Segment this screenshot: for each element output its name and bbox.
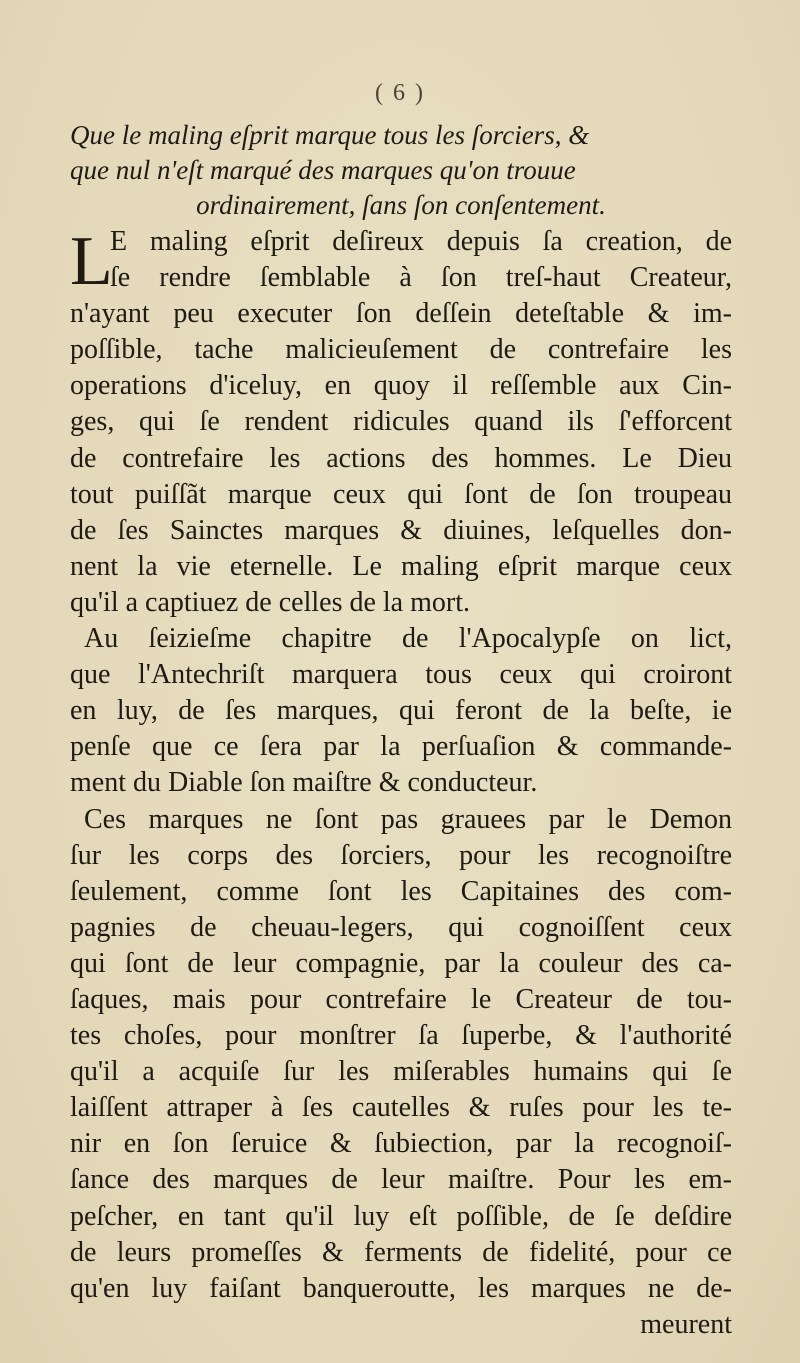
heading-line: Que le maling eſprit marque tous les ſorciers, & xyxy=(70,120,590,150)
text-line: E maling eſprit deſireux depuis ſa creation, de xyxy=(110,226,732,257)
drop-cap: L xyxy=(70,223,113,300)
text-line: laiſſent attraper à ſes cautelles & ruſes pour les te- xyxy=(70,1092,732,1124)
text-line: n'ayant peu executer ſon deſſein deteſtable & im- xyxy=(70,298,732,330)
text-line: ſance des marques de leur maiſtre. Pour les em- xyxy=(70,1164,732,1196)
text-line: peſcher, en tant qu'il luy eſt poſſible, de ſe deſdire xyxy=(70,1200,732,1232)
text-line: qu'en luy faiſant banqueroutte, les marques ne de- xyxy=(70,1272,732,1304)
text-line: ſeulement, comme ſont les Capitaines des com- xyxy=(70,875,732,907)
text-line: de contrefaire les actions des hommes. Le Dieu xyxy=(70,442,732,474)
text-line: ges, qui ſe rendent ridicules quand ils ſ'efforcent xyxy=(70,406,732,438)
heading-line: ordinairement, ſans ſon conſentement. xyxy=(196,190,606,220)
text-line: que l'Antechriſt marquera tous ceux qui croiront xyxy=(70,659,732,691)
text-line: pagnies de cheuau-legers, qui cognoiſſent ceux xyxy=(70,911,732,943)
page-number: ( 6 ) xyxy=(375,80,425,106)
text-line: de leurs promeſſes & ferments de fidelité, pour ce xyxy=(70,1236,732,1268)
text-line: ſaques, mais pour contrefaire le Createur de tou- xyxy=(70,983,732,1015)
text-line: penſe que ce ſera par la perſuaſion & commande- xyxy=(70,731,732,763)
text-line: nent la vie eternelle. Le maling eſprit marque ceux xyxy=(70,550,732,582)
body-text xyxy=(70,224,732,1343)
text-line: de ſes Sainctes marques & diuines, leſquelles don- xyxy=(70,514,732,546)
text-line: tout puiſſãt marque ceux qui ſont de ſon troupeau xyxy=(70,478,732,510)
text-line: ſur les corps des ſorciers, pour les recognoiſtre xyxy=(70,839,732,871)
text-line: ment du Diable ſon maiſtre & conducteur. xyxy=(70,767,538,799)
text-line: poſſible, tache malicieuſement de contrefaire les xyxy=(70,334,732,366)
catchword: meurent xyxy=(640,1308,732,1340)
text-line: qu'il a acquiſe ſur les miſerables humains qui ſe xyxy=(70,1056,732,1088)
text-line: nir en ſon ſeruice & ſubiection, par la recognoiſ- xyxy=(70,1128,732,1160)
chapter-heading xyxy=(70,118,732,223)
text-line: Au ſeizieſme chapitre de l'Apocalypſe on lict, xyxy=(84,623,732,655)
text-line: ſe rendre ſemblable à ſon treſ-haut Createur, xyxy=(110,262,732,294)
text-line: qui ſont de leur compagnie, par la couleur des ca- xyxy=(70,947,732,979)
text-line: tes choſes, pour monſtrer ſa ſuperbe, & l'authorité xyxy=(70,1020,732,1052)
text-line: Ces marques ne ſont pas grauees par le Demon xyxy=(84,803,732,835)
text-line: en luy, de ſes marques, qui feront de la beſte, ie xyxy=(70,695,732,727)
text-line: qu'il a captiuez de celles de la mort. xyxy=(70,586,470,618)
heading-line: que nul n'eſt marqué des marques qu'on trouue xyxy=(70,155,576,185)
text-line: operations d'iceluy, en quoy il reſſemble aux Cin- xyxy=(70,370,732,402)
